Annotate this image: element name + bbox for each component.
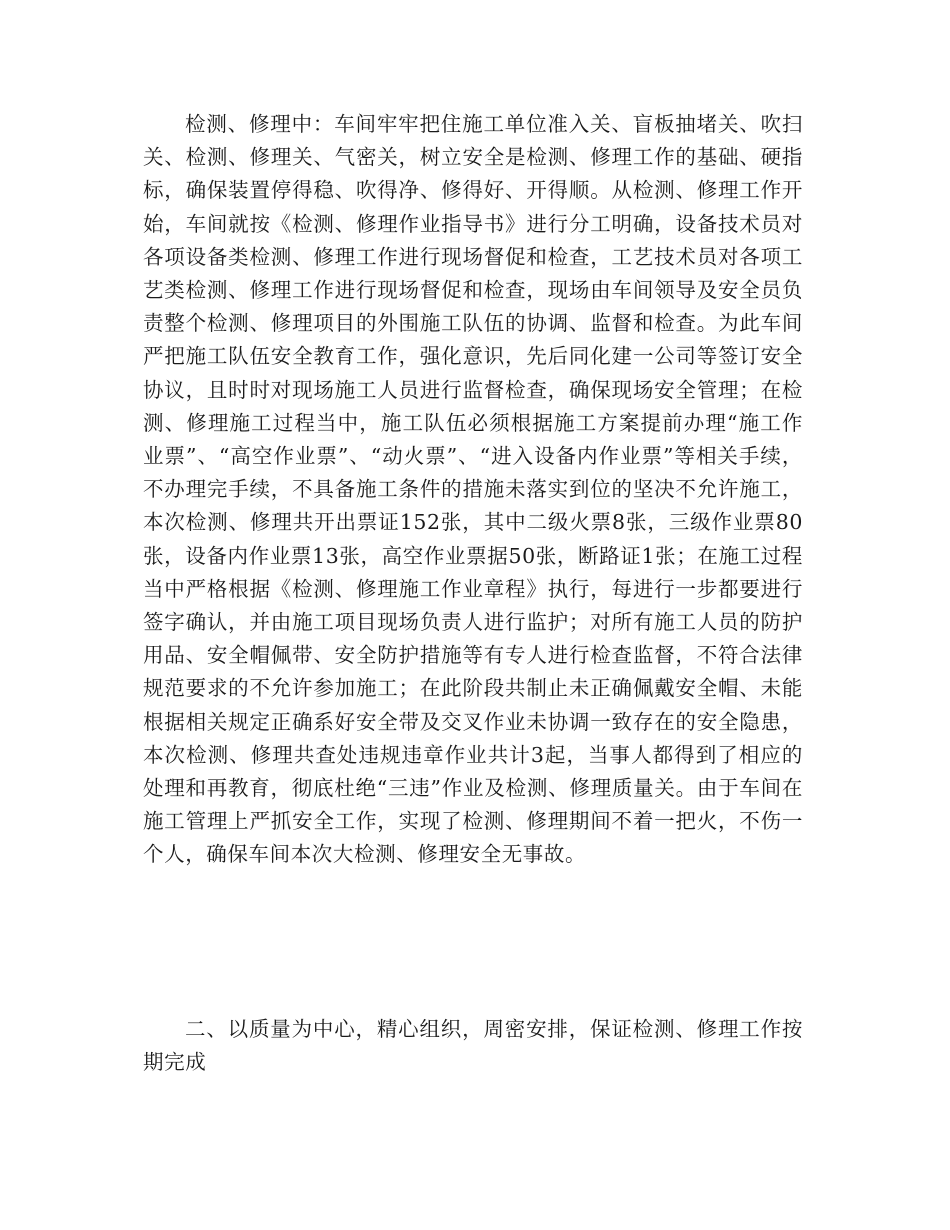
section-heading-quality: 二、以质量为中心，精心组织，周密安排，保证检测、修理工作按期完成	[143, 1017, 803, 1075]
body-paragraph-safety-management: 检测、修理中：车间牢牢把住施工单位准入关、盲板抽堵关、吹扫关、检测、修理关、气密关，树立安全是检测、修理工作的基础、硬指标，确保装置停得稳、吹得净、修得好、开得顺。从检测、修理工作开始，车间就按《检测、修理作业指导书》进行分工明确，设备技术员对各项设备类检测、修理工作进行现场督促和检查，工艺技术员对各项工艺类检测、修理工作进行现场督促和检查，现场由车间领导及安全员负责整个检测、修理项目的外围施工队伍的协调、监督和检查。为此车间严把施工队伍安全教育工作，强化意识，先后同化建一公司等签订安全协议，且时时对现场施工人员进行监督检查，确保现场安全管理；在检测、修理施工过程当中，施工队伍必须根据施工方案提前办理“施工作业票”、“高空作业票”、“动火票”、“进入设备内作业票”等相关手续，不办理完手续，不具备施工条件的措施未落实到位的坚决不允许施工，本次检测、修理共开出票证152张，其中二级火票8张，三级作业票80张，设备内作业票13张，高空作业票据50张，断路证1张；在施工过程当中严格根据《检测、修理施工作业章程》执行，每进行一步都要进行签字确认，并由施工项目现场负责人进行监护；对所有施工人员的防护用品、安全帽佩带、安全防护措施等有专人进行检查监督，不符合法律规范要求的不允许参加施工；在此阶段共制止未正确佩戴安全帽、未能根据相关规定正确系好安全带及交叉作业未协调一致存在的安全隐患，本次检测、修理共查处违规违章作业共计3起，当事人都得到了相应的处理和再教育，彻底杜绝“三违”作业及检测、修理质量关。由于车间在施工管理上严抓安全工作，实现了检测、修理期间不着一把火，不伤一个人，确保车间本次大检测、修理安全无事故。	[143, 112, 803, 867]
